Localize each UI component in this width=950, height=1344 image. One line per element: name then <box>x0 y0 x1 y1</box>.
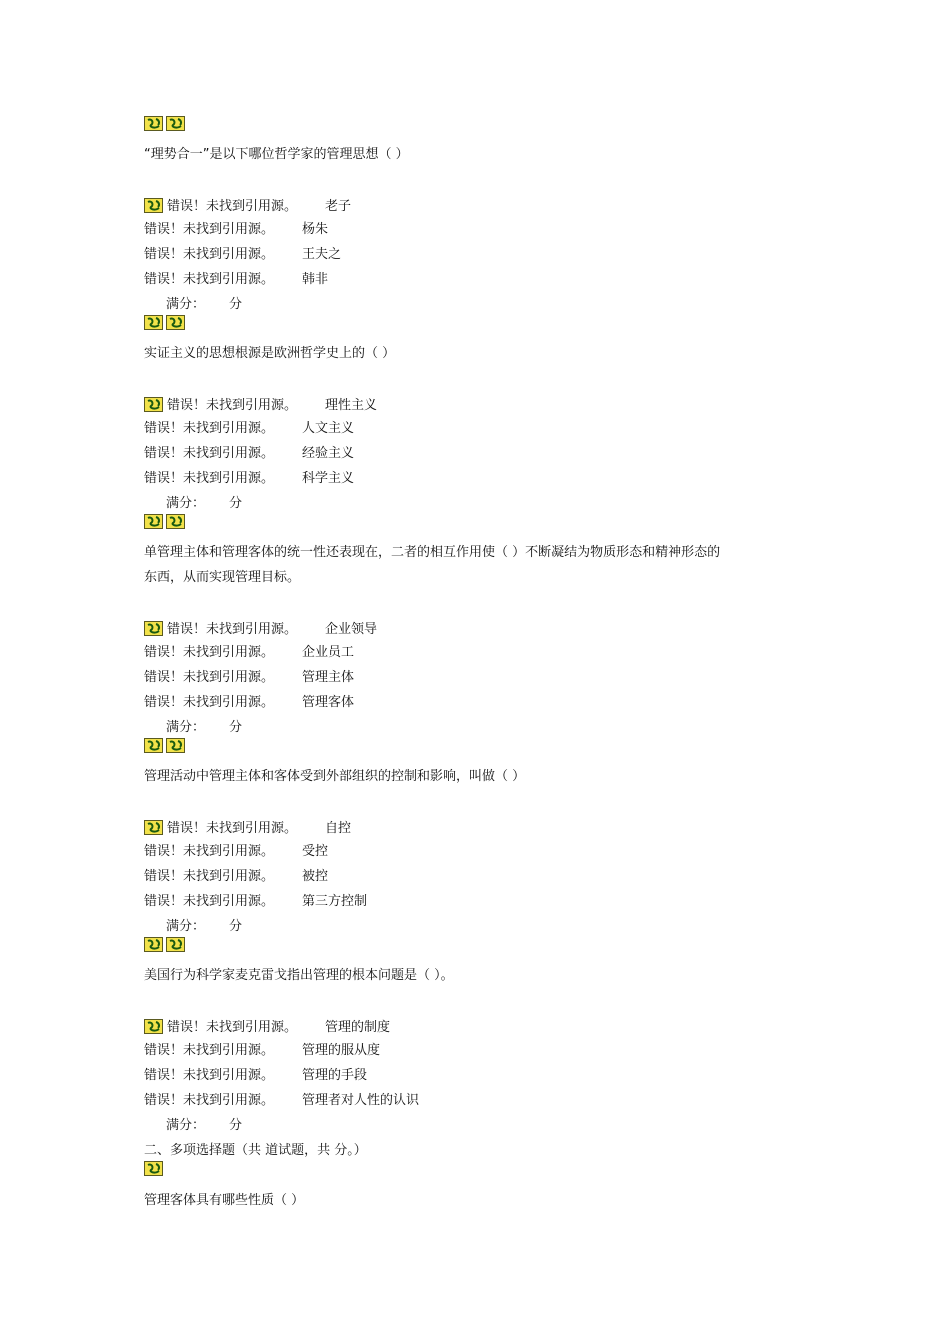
wave-icon <box>144 738 163 753</box>
score-line <box>166 296 242 314</box>
option-text: 企业领导 <box>325 622 378 637</box>
wave-icon <box>144 116 163 131</box>
score-unit: 分 <box>229 297 243 312</box>
question-stem: 管理活动中管理主体和客体受到外部组织的控制和影响，叫做（ ） <box>144 769 526 784</box>
score-unit: 分 <box>229 919 243 934</box>
wave-icon <box>144 820 163 835</box>
score-label: 满分： <box>166 919 206 934</box>
option-text: 经验主义 <box>302 446 355 461</box>
option-text: 管理的服从度 <box>302 1043 381 1058</box>
wave-icon <box>166 514 185 529</box>
score-label: 满分： <box>166 1118 206 1133</box>
option-c[interactable] <box>144 246 341 264</box>
option-error-prefix: 错误！未找到引用源。 <box>144 421 275 436</box>
score-line <box>166 495 242 513</box>
option-text: 管理客体 <box>302 695 355 710</box>
option-d[interactable] <box>144 470 354 488</box>
option-error-prefix: 错误！未找到引用源。 <box>144 272 275 287</box>
option-text: 杨朱 <box>302 222 329 237</box>
option-error-prefix: 错误！未找到引用源。 <box>167 199 298 214</box>
option-error-prefix: 错误！未找到引用源。 <box>144 1043 275 1058</box>
score-line <box>166 1117 242 1135</box>
option-a[interactable] <box>144 1019 390 1037</box>
option-b[interactable] <box>144 420 354 438</box>
option-c[interactable] <box>144 868 328 886</box>
wave-icon <box>144 514 163 529</box>
option-a[interactable] <box>144 621 377 639</box>
option-text: 管理主体 <box>302 670 355 685</box>
option-text: 科学主义 <box>302 471 355 486</box>
option-b[interactable] <box>144 644 354 662</box>
question-stem-continued: 东西，从而实现管理目标。 <box>144 570 301 585</box>
option-text: 企业员工 <box>302 645 355 660</box>
question-icons <box>144 937 188 954</box>
question-icons <box>144 1161 166 1178</box>
option-error-prefix: 错误！未找到引用源。 <box>144 471 275 486</box>
score-label: 满分： <box>166 297 206 312</box>
option-text: 王夫之 <box>302 247 342 262</box>
option-text: 受控 <box>302 844 329 859</box>
score-unit: 分 <box>229 496 243 511</box>
question-icons <box>144 514 188 531</box>
question-icons <box>144 116 188 133</box>
option-text: 人文主义 <box>302 421 355 436</box>
wave-icon <box>144 1161 163 1176</box>
option-b[interactable] <box>144 221 328 239</box>
option-a[interactable] <box>144 397 377 415</box>
option-text: 韩非 <box>302 272 329 287</box>
question-icons <box>144 738 188 755</box>
section-heading: 二、多项选择题（共 道试题，共 分。） <box>144 1143 367 1158</box>
option-text: 被控 <box>302 869 329 884</box>
score-unit: 分 <box>229 720 243 735</box>
option-a[interactable] <box>144 820 351 838</box>
option-error-prefix: 错误！未找到引用源。 <box>144 645 275 660</box>
option-error-prefix: 错误！未找到引用源。 <box>167 821 298 836</box>
option-d[interactable] <box>144 271 328 289</box>
option-d[interactable] <box>144 893 367 911</box>
wave-icon <box>166 315 185 330</box>
option-text: 自控 <box>325 821 352 836</box>
option-error-prefix: 错误！未找到引用源。 <box>167 1020 298 1035</box>
wave-icon <box>166 738 185 753</box>
option-c[interactable] <box>144 445 354 463</box>
option-error-prefix: 错误！未找到引用源。 <box>167 398 298 413</box>
option-text: 管理的制度 <box>325 1020 391 1035</box>
option-error-prefix: 错误！未找到引用源。 <box>144 222 275 237</box>
wave-icon <box>144 1019 163 1034</box>
question-stem: 实证主义的思想根源是欧洲哲学史上的（ ） <box>144 346 396 361</box>
option-error-prefix: 错误！未找到引用源。 <box>144 1068 275 1083</box>
option-text: 管理者对人性的认识 <box>302 1093 420 1108</box>
score-line <box>166 719 242 737</box>
wave-icon <box>144 621 163 636</box>
option-b[interactable] <box>144 843 328 861</box>
option-d[interactable] <box>144 1092 419 1110</box>
wave-icon <box>144 315 163 330</box>
option-error-prefix: 错误！未找到引用源。 <box>144 894 275 909</box>
option-error-prefix: 错误！未找到引用源。 <box>167 622 298 637</box>
option-error-prefix: 错误！未找到引用源。 <box>144 695 275 710</box>
wave-icon <box>144 198 163 213</box>
option-a[interactable] <box>144 198 351 216</box>
option-error-prefix: 错误！未找到引用源。 <box>144 844 275 859</box>
wave-icon <box>144 937 163 952</box>
score-label: 满分： <box>166 720 206 735</box>
question-stem: 单管理主体和管理客体的统一性还表现在，二者的相互作用使（ ）不断凝结为物质形态和精神形态的 <box>144 545 721 560</box>
question-stem: 管理客体具有哪些性质（ ） <box>144 1193 305 1208</box>
option-error-prefix: 错误！未找到引用源。 <box>144 670 275 685</box>
score-line <box>166 918 242 936</box>
option-d[interactable] <box>144 694 354 712</box>
option-c[interactable] <box>144 1067 367 1085</box>
wave-icon <box>166 116 185 131</box>
option-error-prefix: 错误！未找到引用源。 <box>144 247 275 262</box>
wave-icon <box>144 397 163 412</box>
option-error-prefix: 错误！未找到引用源。 <box>144 869 275 884</box>
option-text: 理性主义 <box>325 398 378 413</box>
score-unit: 分 <box>229 1118 243 1133</box>
option-text: 第三方控制 <box>302 894 368 909</box>
option-error-prefix: 错误！未找到引用源。 <box>144 1093 275 1108</box>
question-stem: “理势合一”是以下哪位哲学家的管理思想（ ） <box>144 147 409 162</box>
question-icons <box>144 315 188 332</box>
question-stem: 美国行为科学家麦克雷戈指出管理的根本问题是（ ）。 <box>144 968 454 983</box>
option-b[interactable] <box>144 1042 380 1060</box>
wave-icon <box>166 937 185 952</box>
option-text: 老子 <box>325 199 352 214</box>
option-error-prefix: 错误！未找到引用源。 <box>144 446 275 461</box>
score-label: 满分： <box>166 496 206 511</box>
option-text: 管理的手段 <box>302 1068 368 1083</box>
option-c[interactable] <box>144 669 354 687</box>
